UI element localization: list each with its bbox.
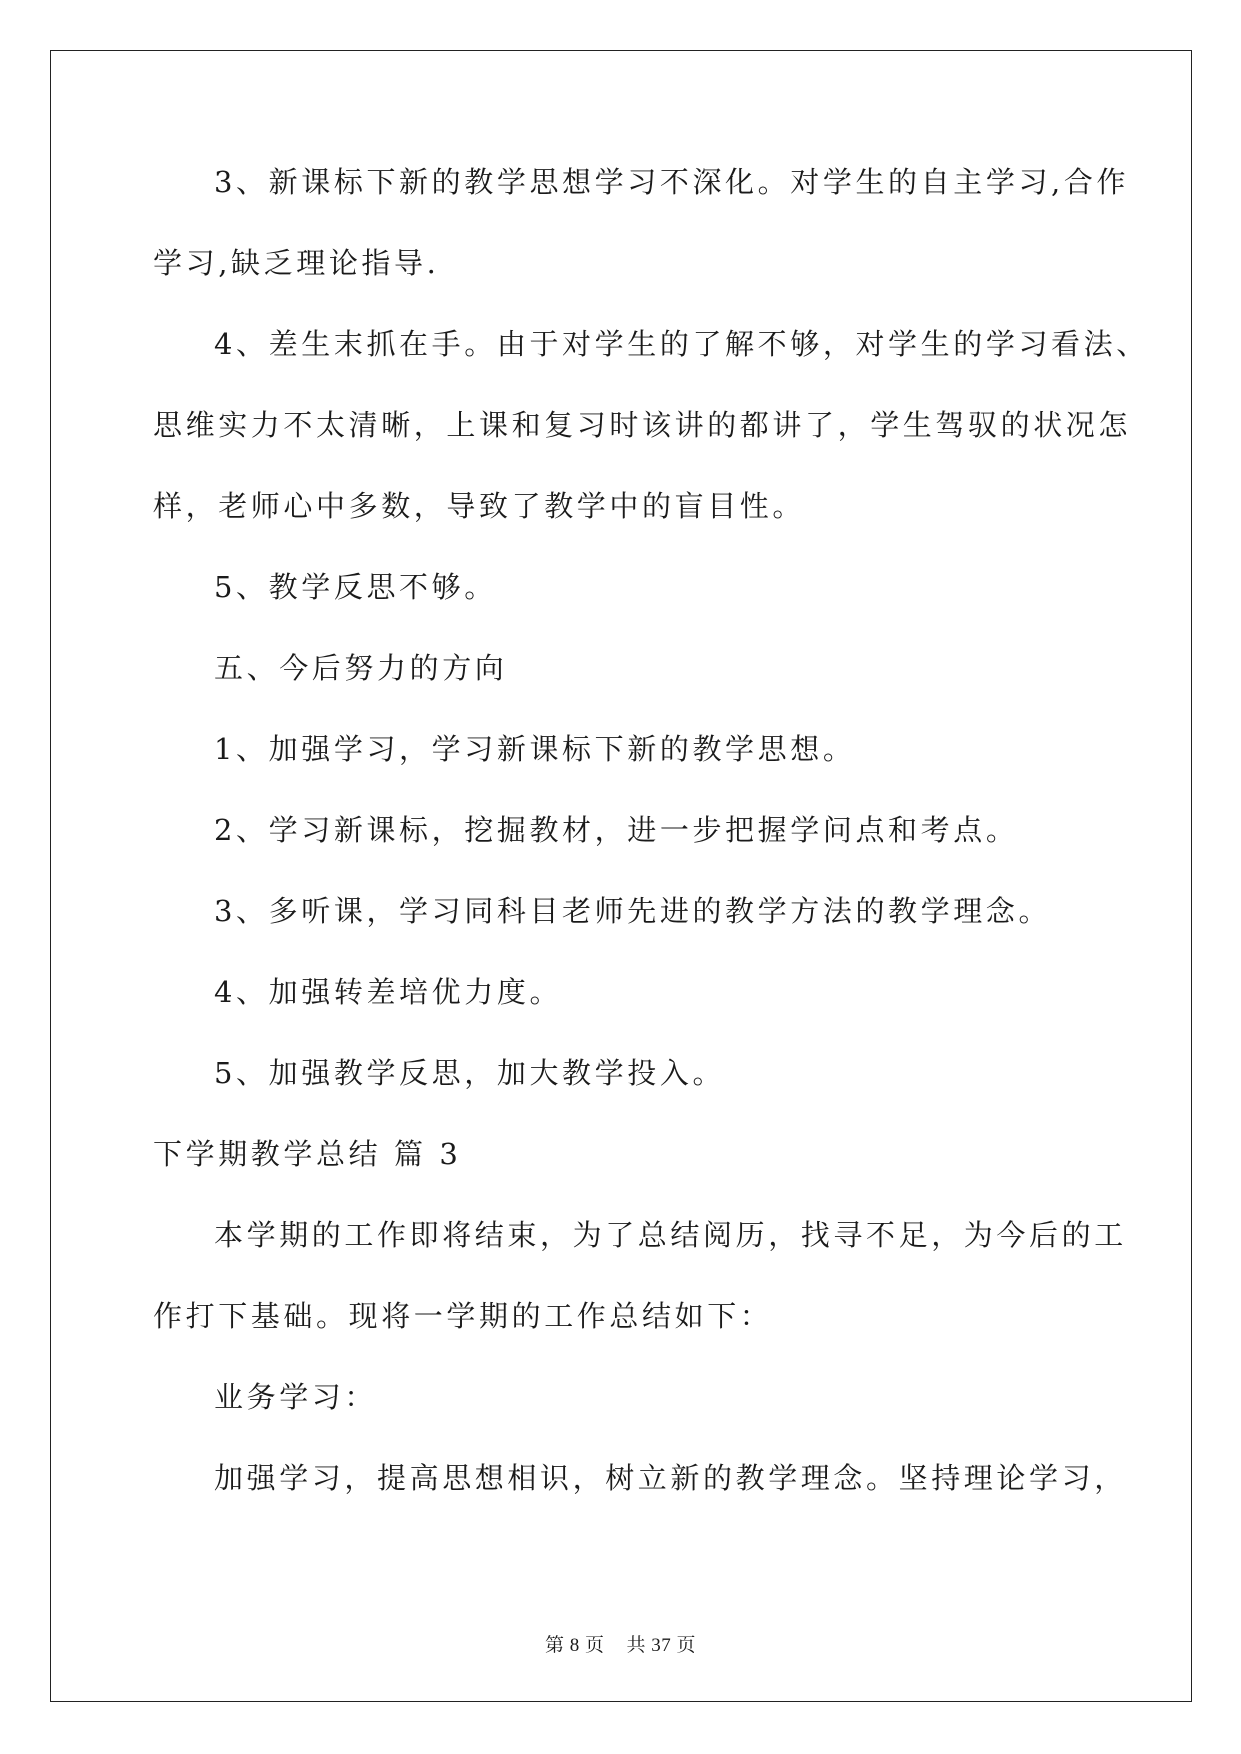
paragraph-line: 学习,缺乏理论指导.	[153, 246, 440, 280]
list-item: 3、多听课，学习同科目老师先进的教学方法的教学理念。	[214, 894, 1052, 928]
paragraph-line: 加强学习，提高思想相识，树立新的教学理念。坚持理论学习，	[214, 1461, 1127, 1495]
paragraph-line: 作打下基础。现将一学期的工作总结如下：	[153, 1299, 773, 1333]
paragraph-line: 3、新课标下新的教学思想学习不深化。对学生的自主学习,合作	[214, 165, 1130, 199]
section-heading: 五、今后努力的方向	[214, 651, 508, 685]
list-item: 5、加强教学反思，加大教学投入。	[214, 1056, 726, 1090]
list-item: 4、加强转差培优力度。	[214, 975, 563, 1009]
page-number: 第 8 页	[544, 1635, 605, 1656]
article-title: 下学期教学总结 篇 3	[153, 1137, 462, 1171]
subsection-heading: 业务学习：	[214, 1380, 378, 1414]
paragraph-line: 4、差生末抓在手。由于对学生的了解不够，对学生的学习看法、	[214, 327, 1149, 361]
page-border	[50, 50, 1192, 1702]
page-footer	[0, 1630, 1241, 1657]
paragraph-line: 5、教学反思不够。	[214, 570, 497, 604]
page-total: 共 37 页	[626, 1635, 697, 1656]
paragraph-line: 样，老师心中多数，导致了教学中的盲目性。	[153, 489, 806, 523]
paragraph-line: 本学期的工作即将结束，为了总结阅历，找寻不足，为今后的工	[214, 1218, 1127, 1252]
paragraph-line: 思维实力不太清晰，上课和复习时该讲的都讲了，学生驾驭的状况怎	[153, 408, 1132, 442]
list-item: 2、学习新课标，挖掘教材，进一步把握学问点和考点。	[214, 813, 1019, 847]
list-item: 1、加强学习，学习新课标下新的教学思想。	[214, 732, 856, 766]
